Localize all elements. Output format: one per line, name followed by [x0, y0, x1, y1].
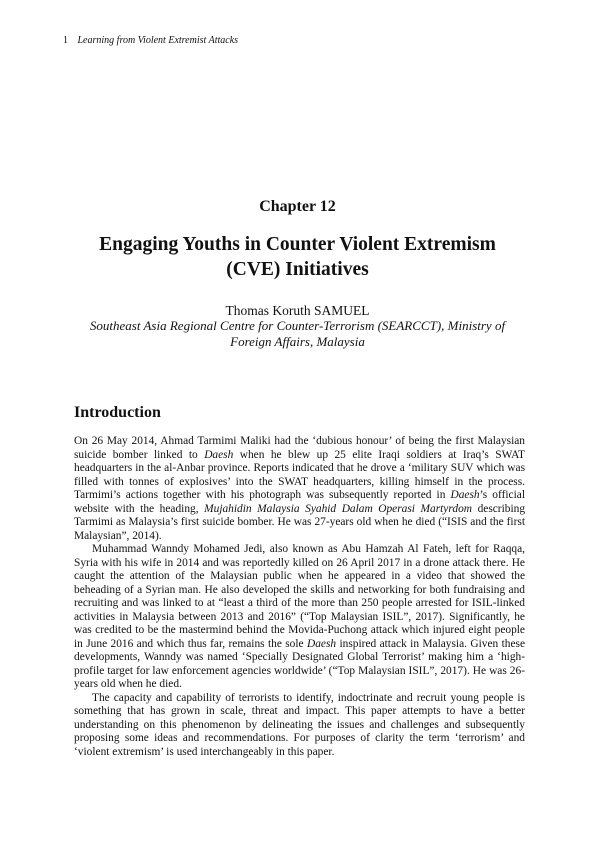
- affiliation-line-2: Foreign Affairs, Malaysia: [230, 334, 365, 349]
- chapter-title-line-2: (CVE) Initiatives: [226, 259, 369, 280]
- chapter-title: [60, 232, 535, 282]
- text-run: The capacity and capability of terrorists to identify, indoctrinate and recruit young people is something that has grown in scale, threat and impact. This paper attempts to have a better understanding on this phenomenon by delineating the issues and challenges and subsequently proposing some ideas and recommendations. For purposes of clarity the term ‘terrorism’ and ‘violent extremism’ is used interchangeably in this paper.: [74, 691, 525, 758]
- body-text: [74, 435, 525, 759]
- italic-term: Daesh: [450, 489, 480, 501]
- page-number: 1: [63, 35, 68, 46]
- affiliation-line-1: Southeast Asia Regional Centre for Counter-Terrorism (SEARCCT), Ministry of: [89, 318, 506, 333]
- paragraph-2: [74, 543, 525, 692]
- italic-term: Daesh: [204, 448, 234, 461]
- text-run: inspired attack in Malaysia. Given these developments, Wanndy was named ‘Specially Designated Global Terrorist’ making him a ‘high-profile target for law enforcement agencies worldwide’ (“Top Malaysian ISIL”, 2017). He was 26-years old when he died.: [74, 637, 526, 690]
- text-run: ’s official website with the heading,: [74, 489, 525, 515]
- running-title: Learning from Violent Extremist Attacks: [77, 35, 239, 46]
- text-run: describing Tarmimi as Malaysia’s first suicide bomber. He was 27-years old when he died (“ISIS and the first Malaysian”, 2014).: [74, 502, 526, 542]
- text-run: Muhammad Wanndy Mohamed Jedi, also known as Abu Hamzah Al Fateh, left for Raqqa, Syria with his wife in 2014 and was reportedly killed on 26 April 2017 in a drone attack there. He caught the attention of the Malaysian public when he appeared in a video that showed the beheading of a Syrian man. He also developed the skills and networking for both fundraising and recruiting and was linked to at “least a third of the more than 250 people arrested for ISIL-linked activities in Malaysia between 2013 and 2016” (“Top Malaysian ISIL”, 2017). Significantly, he was credited to be the mastermind behind the Movida-Puchong attack which injured eight people in June 2016 and which thus far, remains the sole: [74, 543, 525, 650]
- paragraph-1: [74, 435, 525, 543]
- text-run: On 26 May 2014, Ahmad Tarmimi Maliki had the ‘dubious honour’ of being the first Malaysian suicide bomber linked to: [74, 435, 525, 461]
- italic-heading-quote: Mujahidin Malaysia Syahid Dalam Operasi Martyrdom: [204, 502, 472, 515]
- paragraph-3: [74, 692, 525, 760]
- author-name: Thomas Koruth SAMUEL: [225, 303, 370, 318]
- author-affiliation: [70, 318, 525, 350]
- italic-term: Daesh: [307, 637, 337, 650]
- running-header: [63, 35, 238, 47]
- chapter-label: Chapter 12: [259, 198, 336, 215]
- section-heading: Introduction: [74, 404, 161, 421]
- text-run: when he blew up 25 elite Iraqi soldiers at Iraq’s SWAT headquarters in the al-Anbar province. Reports indicated that he drove a ‘military SUV which was filled with tonnes of explosives’ into the SWAT headquarters, killing himself in the process. Tarmimi’s actions together with his photograph was subsequently reported in: [74, 448, 525, 501]
- chapter-title-line-1: Engaging Youths in Counter Violent Extremism: [99, 234, 496, 255]
